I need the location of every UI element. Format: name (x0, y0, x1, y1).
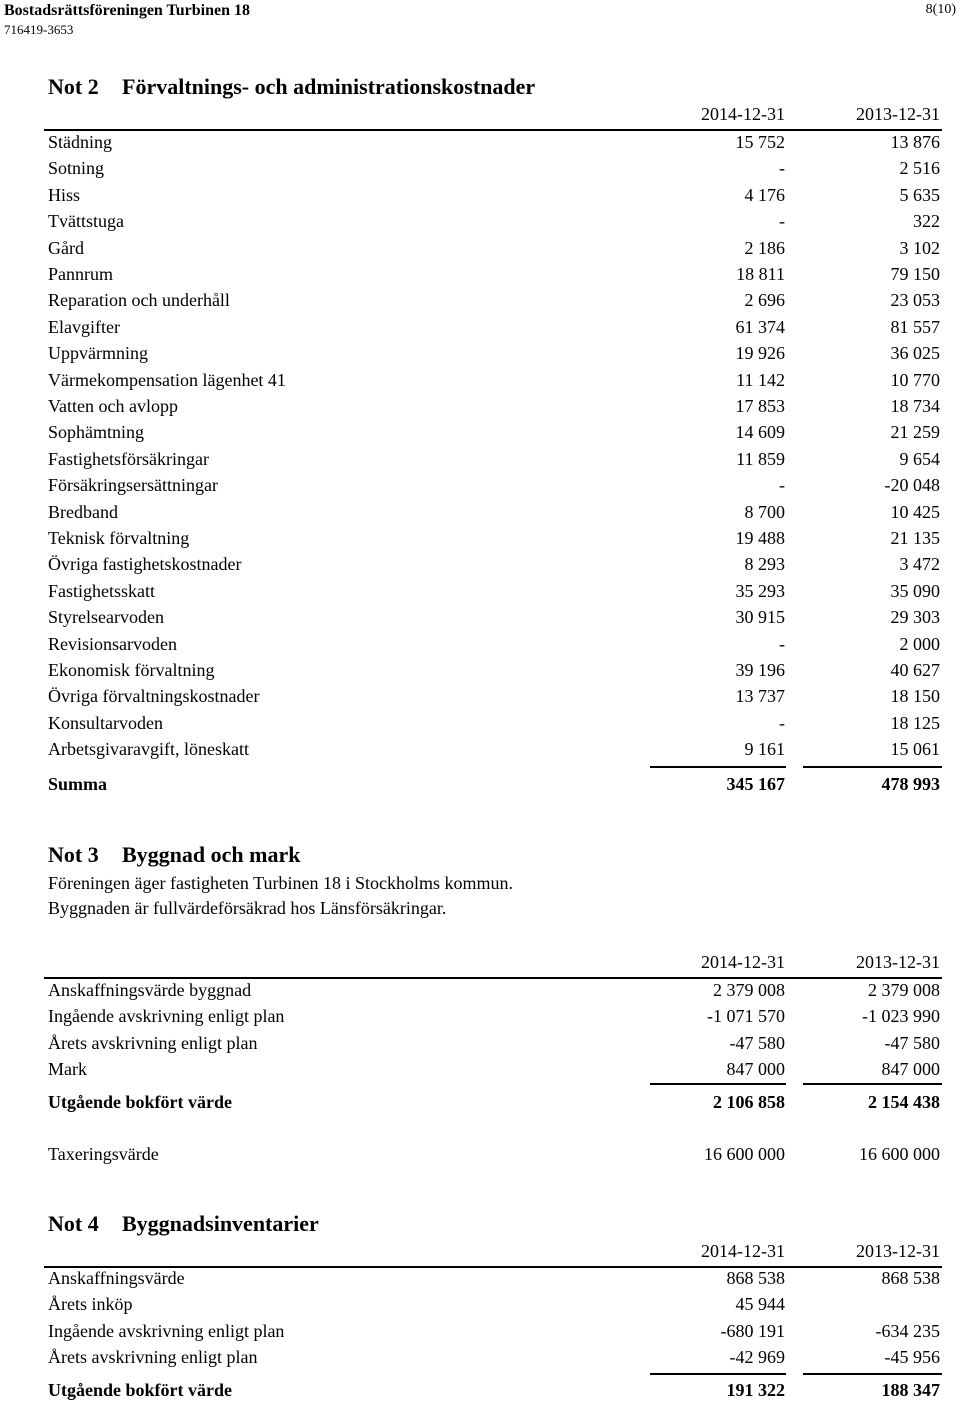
table-row (48, 422, 942, 448)
row-label: Årets inköp (48, 1294, 133, 1315)
row-value-2014: -47 580 (729, 1032, 785, 1053)
row-label: Övriga förvaltningskostnader (48, 686, 260, 707)
row-value-2014: -1 071 570 (707, 1006, 785, 1027)
row-value-2014: 30 915 (735, 607, 785, 628)
note4-column-headers (48, 1241, 942, 1267)
note4-total-label: Utgående bokfört värde (48, 1380, 232, 1400)
table-row (48, 607, 942, 633)
row-value-2013: -634 235 (875, 1320, 940, 1341)
row-value-2014: 2 379 008 (713, 980, 785, 1000)
note3-tax-col2: 16 600 000 (859, 1144, 940, 1164)
row-value-2014: 18 811 (736, 264, 785, 284)
note4-col2-header: 2013-12-31 (856, 1241, 940, 1261)
table-row (48, 1006, 942, 1032)
table-row (48, 185, 942, 211)
table-row (48, 1059, 942, 1085)
row-value-2013: 18 125 (890, 712, 940, 733)
row-value-2013: 2 516 (899, 158, 940, 179)
row-value-2013: 2 379 008 (868, 980, 940, 1000)
row-label: Reparation och underhåll (48, 290, 230, 311)
row-label: Fastighetsskatt (48, 580, 155, 601)
row-value-2014: - (779, 211, 785, 232)
row-label: Städning (48, 132, 113, 152)
table-row (48, 238, 942, 264)
note2-sum-rule-col2 (803, 766, 942, 768)
row-value-2013: 15 061 (890, 739, 940, 760)
note4-total-col1: 191 322 (726, 1380, 785, 1400)
note3-header-rule (44, 977, 942, 979)
table-row (48, 528, 942, 554)
row-label: Försäkringsersättningar (48, 475, 218, 496)
row-value-2014: 8 700 (744, 501, 785, 522)
note2-col2-header: 2013-12-31 (856, 104, 940, 124)
row-value-2014: 15 752 (735, 132, 785, 152)
row-value-2014: 8 293 (744, 554, 785, 575)
row-value-2013: 10 770 (890, 369, 940, 390)
row-label: Arbetsgivaravgift, löneskatt (48, 739, 249, 760)
note3-heading (48, 842, 300, 868)
note3-column-headers (48, 952, 942, 978)
table-row (48, 1347, 942, 1373)
row-value-2014: 35 293 (735, 580, 785, 601)
note3-text-1: Föreningen äger fastigheten Turbinen 18 i Stockholms kommun. (48, 873, 513, 893)
row-label: Årets avskrivning enligt plan (48, 1347, 258, 1368)
row-value-2013: 3 472 (899, 554, 940, 575)
row-value-2013: 10 425 (890, 501, 940, 522)
row-value-2013: 40 627 (890, 660, 940, 680)
row-value-2014: 11 142 (736, 369, 785, 390)
note3-col1-header: 2014-12-31 (701, 952, 785, 972)
table-row (48, 396, 942, 422)
row-value-2013: 322 (913, 211, 940, 232)
note2-total-row (48, 774, 942, 800)
table-row (48, 449, 942, 475)
table-row (48, 211, 942, 237)
row-label: Hiss (48, 184, 81, 205)
row-value-2014: 2 696 (744, 290, 785, 311)
note2-number: Not 2 (48, 74, 99, 99)
row-value-2014: 45 944 (735, 1294, 785, 1315)
note2-heading (48, 74, 535, 100)
note3-title: Byggnad och mark (122, 842, 301, 867)
note2-header-rule (44, 129, 942, 131)
row-value-2013: 13 876 (890, 132, 940, 152)
table-row (48, 713, 942, 739)
table-row (48, 158, 942, 184)
row-label: Revisionsarvoden (48, 633, 177, 654)
row-value-2014: 2 186 (744, 237, 785, 258)
row-value-2013: 23 053 (890, 290, 940, 311)
table-row (48, 370, 942, 396)
row-value-2014: 4 176 (744, 184, 785, 205)
note3-number: Not 3 (48, 842, 99, 867)
note4-heading (48, 1211, 319, 1237)
row-value-2013: 18 150 (890, 686, 940, 707)
row-value-2014: 9 161 (744, 739, 785, 760)
row-label: Mark (48, 1059, 87, 1080)
row-value-2013: 81 557 (890, 316, 940, 337)
row-label: Elavgifter (48, 316, 120, 337)
table-row (48, 554, 942, 580)
note3-total-label: Utgående bokfört värde (48, 1092, 232, 1112)
note2-col1-header: 2014-12-31 (701, 104, 785, 124)
row-label: Anskaffningsvärde (48, 1268, 185, 1288)
row-value-2013: 21 259 (890, 422, 940, 443)
row-value-2014: -680 191 (720, 1320, 785, 1341)
organization-name: Bostadsrättsföreningen Turbinen 18 (4, 2, 250, 19)
row-value-2014: 19 926 (735, 343, 785, 364)
row-label: Värmekompensation lägenhet 41 (48, 369, 286, 390)
note4-sum-rule-col2 (803, 1373, 942, 1375)
note3-tax-row (48, 1144, 942, 1170)
row-value-2014: 868 538 (726, 1268, 785, 1288)
row-label: Pannrum (48, 264, 113, 284)
row-value-2014: 13 737 (735, 686, 785, 707)
table-row (48, 739, 942, 765)
note4-col1-header: 2014-12-31 (701, 1241, 785, 1261)
table-row (48, 686, 942, 712)
table-row (48, 475, 942, 501)
note4-title: Byggnadsinventarier (122, 1211, 319, 1236)
row-value-2013: 5 635 (899, 184, 940, 205)
row-value-2014: 17 853 (735, 396, 785, 416)
row-value-2013: 868 538 (881, 1268, 940, 1288)
row-label: Anskaffningsvärde byggnad (48, 980, 252, 1000)
note3-tax-label: Taxeringsvärde (48, 1144, 159, 1164)
row-value-2013: 35 090 (890, 580, 940, 601)
row-label: Årets avskrivning enligt plan (48, 1032, 258, 1053)
row-value-2014: - (779, 712, 785, 733)
note3-col2-header: 2013-12-31 (856, 952, 940, 972)
row-value-2013: 847 000 (881, 1059, 940, 1080)
note3-total-col1: 2 106 858 (713, 1092, 785, 1112)
note3-total-col2: 2 154 438 (868, 1092, 940, 1112)
page-number: 8(10) (925, 2, 956, 17)
row-value-2014: - (779, 158, 785, 179)
row-value-2014: 14 609 (735, 422, 785, 443)
row-value-2013: 29 303 (890, 607, 940, 628)
row-label: Styrelsearvoden (48, 607, 164, 628)
table-row (48, 317, 942, 343)
row-label: Sophämtning (48, 422, 145, 443)
table-row (48, 1294, 942, 1320)
note4-sum-rule-col1 (650, 1373, 786, 1375)
note2-sum-rule-col1 (650, 766, 786, 768)
row-value-2013: -1 023 990 (862, 1006, 940, 1027)
row-value-2013: 2 000 (899, 633, 940, 654)
row-label: Tvättstuga (48, 211, 124, 232)
table-row (48, 1033, 942, 1059)
row-value-2014: 11 859 (736, 448, 785, 469)
note3-total-row (48, 1092, 942, 1118)
note3-tax-col1: 16 600 000 (704, 1144, 785, 1164)
table-row (48, 132, 942, 158)
row-value-2014: 19 488 (735, 528, 785, 548)
note2-total-col2: 478 993 (881, 774, 940, 794)
table-row (48, 264, 942, 290)
row-label: Ingående avskrivning enligt plan (48, 1006, 285, 1027)
table-row (48, 634, 942, 660)
row-label: Ekonomisk förvaltning (48, 660, 215, 680)
row-value-2013: 9 654 (899, 448, 940, 469)
table-row (48, 290, 942, 316)
row-label: Teknisk förvaltning (48, 528, 190, 548)
note4-number: Not 4 (48, 1211, 99, 1236)
row-label: Ingående avskrivning enligt plan (48, 1320, 285, 1341)
table-row (48, 343, 942, 369)
row-label: Konsultarvoden (48, 712, 163, 733)
note2-total-col1: 345 167 (726, 774, 785, 794)
note2-total-label: Summa (48, 774, 108, 794)
row-value-2013: 18 734 (890, 396, 940, 416)
row-label: Vatten och avlopp (48, 396, 178, 416)
row-value-2014: - (779, 475, 785, 496)
row-value-2013: 36 025 (890, 343, 940, 364)
note2-title: Förvaltnings- och administrationskostnader (122, 74, 536, 99)
row-label: Uppvärmning (48, 343, 148, 364)
row-label: Övriga fastighetskostnader (48, 554, 242, 575)
table-row (48, 1268, 942, 1294)
table-row (48, 980, 942, 1006)
row-value-2014: 61 374 (735, 316, 785, 337)
row-value-2014: -42 969 (729, 1347, 785, 1368)
row-value-2014: 39 196 (735, 660, 785, 680)
row-value-2013: -45 956 (884, 1347, 940, 1368)
row-label: Sotning (48, 158, 105, 179)
row-value-2013: 21 135 (890, 528, 940, 548)
note3-sum-rule-col2 (803, 1083, 942, 1085)
note3-sum-rule-col1 (650, 1083, 786, 1085)
note3-text-2: Byggnaden är fullvärdeförsäkrad hos Länsförsäkringar. (48, 898, 447, 918)
note2-column-headers (48, 104, 942, 130)
row-label: Bredband (48, 501, 118, 522)
row-value-2013: 79 150 (890, 264, 940, 284)
note4-total-col2: 188 347 (881, 1380, 940, 1400)
row-value-2013: -20 048 (884, 475, 940, 496)
row-label: Gård (48, 237, 84, 258)
note4-total-row (48, 1380, 942, 1406)
table-row (48, 1321, 942, 1347)
table-row (48, 660, 942, 686)
row-value-2014: 847 000 (726, 1059, 785, 1080)
row-label: Fastighetsförsäkringar (48, 448, 209, 469)
row-value-2014: - (779, 633, 785, 654)
table-row (48, 502, 942, 528)
table-row (48, 581, 942, 607)
organization-number: 716419-3653 (4, 22, 74, 37)
row-value-2013: 3 102 (899, 237, 940, 258)
row-value-2013: -47 580 (884, 1032, 940, 1053)
